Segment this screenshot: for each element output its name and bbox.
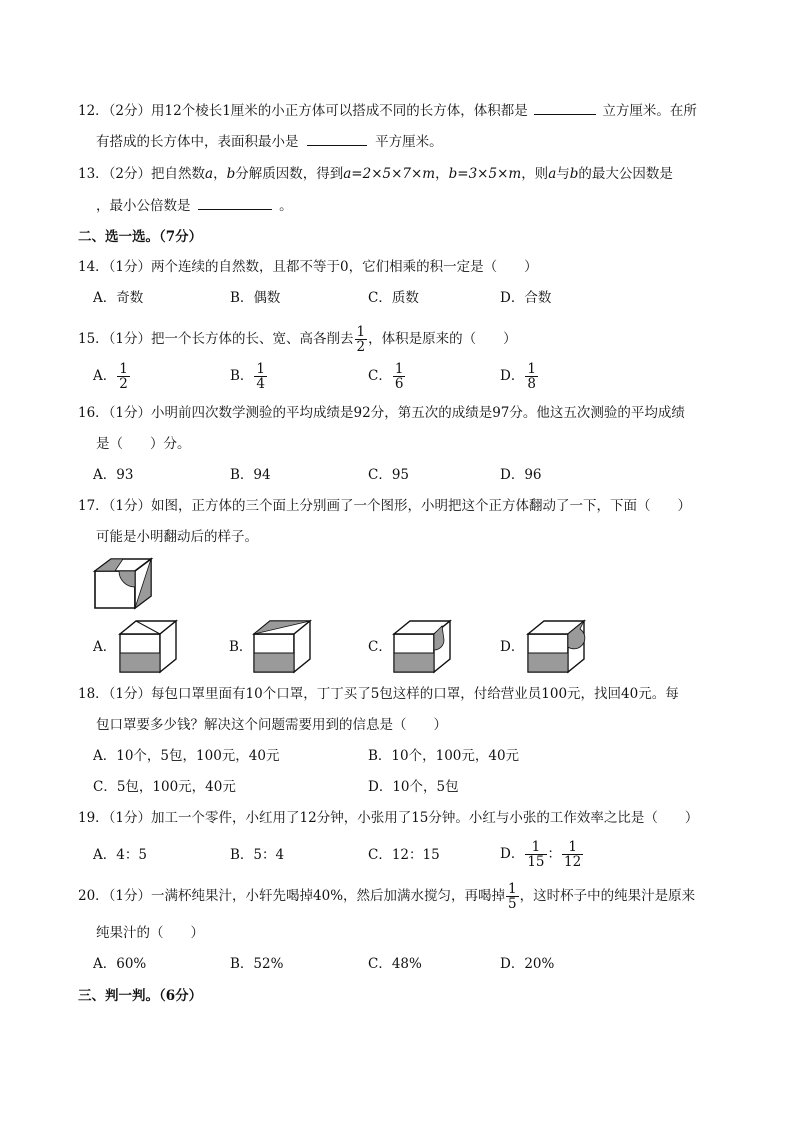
q14-option-c[interactable]: C．质数 [368,290,419,306]
fraction [393,362,406,391]
denominator: 2 [119,376,128,392]
q13-comma: ， [213,166,227,182]
question-14: 14．（1分）两个连续的自然数，且都不等于0，它们相乘的积一定是（ ） [78,259,538,275]
ratio-colon: ： [547,846,562,862]
equation-b: b=3×5×m [448,166,522,182]
q16-option-d[interactable]: D．96 [500,467,542,483]
q14-option-d[interactable]: D．合数 [500,290,552,306]
question-12-line-1 [78,102,697,120]
q13-text-b: 分解质因数，得到 [235,166,344,182]
q20-option-b[interactable]: B．52% [230,956,284,972]
q12-text-c: 有搭成的长方体中，表面积最小是 [96,134,299,150]
q17-option-a-cube[interactable] [118,619,180,675]
q20-option-d[interactable]: D．20% [500,956,555,972]
question-17-line-1: 17．（1分）如图，正方体的三个面上分别画了一个图形，小明把这个正方体翻动了一下，下面（ ） [78,498,692,514]
q20-option-c[interactable]: C．48% [368,956,422,972]
question-20-line-2: 纯果汁的（ ） [96,925,204,941]
question-13-line-2 [96,197,293,215]
denominator: 6 [394,376,404,392]
fraction [562,840,583,869]
denominator: 15 [527,854,545,870]
q18-option-c[interactable]: C．5包，100元，40元 [93,779,236,795]
denominator: 4 [256,376,266,392]
question-12-line-2 [96,133,443,151]
q17-option-b-cube[interactable] [252,619,314,675]
question-13-line-1 [78,165,673,183]
denominator: 8 [527,376,536,392]
q19-option-b[interactable]: B．5：4 [230,847,285,863]
q15-text-b: ，体积是原来的（ ） [368,331,517,347]
fraction [525,362,538,391]
question-19: 19．（1分）加工一个零件，小红用了12分钟，小张用了15分钟。小红与小张的工作效率之比是（ ） [78,810,699,826]
q18-option-a[interactable]: A．10个，5包，100元，40元 [93,748,280,764]
option-label: A． [93,368,117,384]
var-b: b [226,166,236,182]
q15-option-c[interactable] [368,360,406,392]
option-label: C． [368,368,392,384]
q18-option-b[interactable]: B．10个，100元，40元 [368,748,520,764]
q19-option-c[interactable]: C．12：15 [368,847,440,863]
q12-text-b: 立方厘米。在所 [602,103,697,119]
equation-a: a=2×5×7×m [343,166,436,182]
fraction [506,882,519,911]
question-16-line-2: 是（ ）分。 [96,436,191,452]
q20-text-a: 20．（1分）一满杯纯果汁，小轩先喝掉40%，然后加满水搅匀，再喝掉 [78,888,506,904]
q19-option-d[interactable] [500,838,584,870]
question-20-line-1 [78,880,695,912]
q19-option-a[interactable]: A．4：5 [93,847,147,863]
denominator: 5 [508,896,517,912]
denominator: 12 [564,854,582,870]
numerator: 1 [256,361,266,377]
q12-text-d: 平方厘米。 [375,134,443,150]
q17-option-d-label[interactable]: D． [500,639,525,655]
numerator: 1 [394,361,404,377]
q20-option-a[interactable]: A．60% [93,956,147,972]
q13-text-g: 。 [279,198,293,214]
option-label: B． [230,368,254,384]
var-b: b [569,166,579,182]
q15-option-a[interactable] [93,360,131,392]
var-a: a [205,166,214,182]
q16-option-c[interactable]: C．95 [368,467,410,483]
option-label: D． [500,368,525,384]
numerator: 1 [119,361,128,377]
numerator: 1 [527,361,536,377]
option-label: D． [500,846,525,862]
answer-blank[interactable] [534,102,596,115]
fraction [355,325,368,354]
q15-option-b[interactable] [230,360,268,392]
numerator: 1 [508,881,517,897]
question-17-line-2: 可能是小明翻动后的样子。 [96,529,258,545]
section-2-heading: 二、选一选。（7分） [78,229,203,245]
q14-option-b[interactable]: B．偶数 [230,290,281,306]
original-cube-figure [93,557,163,613]
fraction [117,362,130,391]
q16-option-b[interactable]: B．94 [230,467,271,483]
q13-text-d: 与 [556,166,570,182]
q15-text-a: 15．（1分）把一个长方体的长、宽、高各削去 [78,331,354,347]
q13-text-f: ，最小公倍数是 [96,198,191,214]
answer-blank[interactable] [198,197,272,210]
q16-option-a[interactable]: A．93 [93,467,134,483]
denominator: 2 [356,339,366,355]
numerator: 1 [562,840,583,855]
q20-text-b: ，这时杯子中的纯果汁是原来 [519,888,696,904]
q15-option-d[interactable] [500,360,539,392]
question-16-line-1: 16．（1分）小明前四次数学测验的平均成绩是92分，第五次的成绩是97分。他这五次测验的平均成绩 [78,405,685,421]
var-a: a [548,166,557,182]
section-3-heading: 三、判一判。（6分） [78,988,203,1004]
fraction [525,840,546,869]
answer-blank[interactable] [307,133,367,146]
q13-comma: ， [435,166,449,182]
q17-option-b-label[interactable]: B． [229,639,253,655]
q12-text-a: 12．（2分）用12个棱长1厘米的小正方体可以搭成不同的长方体，体积都是 [78,103,528,119]
question-18-line-1: 18．（1分）每包口罩里面有10个口罩，丁丁买了5包这样的口罩，付给营业员100元，找回40元。每 [78,686,679,702]
numerator: 1 [356,324,366,340]
q17-option-d-cube[interactable] [526,619,588,675]
q17-option-c-cube[interactable] [392,619,454,675]
q17-option-a-label[interactable]: A． [93,639,117,655]
q13-text-a: 13．（2分）把自然数 [78,166,206,182]
q17-option-c-label[interactable]: C． [368,639,392,655]
q18-option-d[interactable]: D．10个，5包 [368,779,459,795]
q13-text-e: 的最大公因数是 [578,166,673,182]
numerator: 1 [525,840,546,855]
question-15 [78,323,517,355]
question-18-line-2: 包口罩要多少钱？解决这个问题需要用到的信息是（ ） [96,717,447,733]
q13-text-c: ，则 [521,166,549,182]
fraction [254,362,267,391]
q14-option-a[interactable]: A．奇数 [93,290,144,306]
